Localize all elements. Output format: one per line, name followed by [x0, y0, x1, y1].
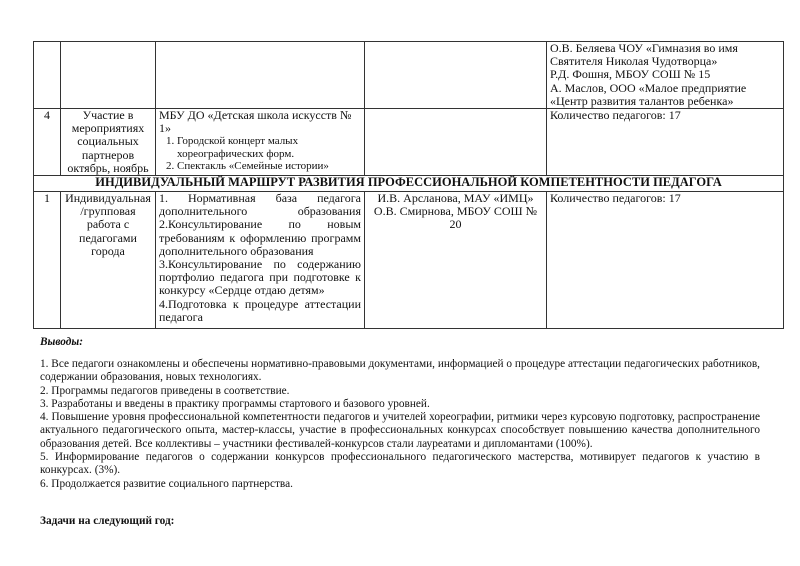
conclusion-item: 2. Программы педагогов приведены в соответствие.: [40, 384, 290, 397]
event-cell: Индивидуальная /групповая работа с педагогами города: [61, 192, 156, 329]
table-row: [34, 109, 784, 176]
row-number: 4: [34, 109, 61, 176]
section-header: ИНДИВИДУАЛЬНЫЙ МАРШРУТ РАЗВИТИЯ ПРОФЕССИОНАЛЬНОЙ КОМПЕТЕНТНОСТИ ПЕДАГОГА: [34, 176, 784, 192]
table-row: [34, 42, 784, 109]
conclusion-item: 5. Информирование педагогов о содержании конкурсов профессионального педагогического мастерства, мотивирует педагогов к участию в конкурсах. (3%).: [40, 451, 760, 477]
conclusion-item: 3. Разработаны и введены в практику программы стартового и базового уровней.: [40, 397, 430, 410]
row-number: 1: [34, 192, 61, 329]
list-item: 1. Нормативная база педагога дополнительного образования: [159, 191, 361, 219]
list-item: 2.Консультирование по новым требованиям к оформлению программ дополнительного образования: [159, 217, 361, 258]
content-cell: [156, 192, 365, 329]
partners-cell: [547, 42, 784, 109]
conclusion-item: 1. Все педагоги ознакомлены и обеспечены нормативно-правовыми документами, информацией о процедуре аттестации педагогических работников, содержании образования, новых технологиях.: [40, 358, 760, 384]
activity-table: [33, 41, 784, 329]
list-item: 4.Подготовка к процедуре аттестации педагога: [159, 296, 361, 324]
conclusion-item: 6. Продолжается развитие социального партнерства.: [40, 477, 293, 490]
result-cell: Количество педагогов: 17: [547, 109, 784, 176]
list-item: 3.Консультирование по содержанию портфолио педагога при подготовке к конкурсу «Сердце отдаю детям»: [159, 257, 361, 298]
partner: О.В. Беляева ЧОУ «Гимназия во имя Святителя Николая Чудотворца»: [550, 41, 738, 69]
section-header-row: [34, 176, 784, 192]
list-item: 1. Городской концерт малых хореографических форм.: [177, 135, 361, 160]
event-list: [159, 135, 361, 173]
responsible: И.В. Арсланова, МАУ «ИМЦ»: [377, 191, 534, 206]
conclusions-list: [40, 358, 760, 491]
event-cell: Участие в мероприятиях социальных партнеров октябрь, ноябрь: [61, 109, 156, 176]
partner: А. Маслов, ООО «Малое предприятие «Центр развития талантов ребенка»: [550, 80, 747, 108]
conclusions-title: [40, 336, 760, 349]
conclusion-item: 4. Повышение уровня профессиональной компетентности педагогов и учителей хореографии, ритмики через курсовую подготовку, распространение актуального педагогического опыта, мастер-классы, участие в профессиональных конкурсах способствует повышению качества дополнительного образования детей. Все коллективы – участники фестивалей-конкурсов стали лауреатами и дипломантами (100%).: [40, 411, 760, 450]
list-item: 2. Спектакль «Семейные истории»: [177, 160, 361, 173]
tasks-heading: Задачи на следующий год:: [40, 515, 175, 527]
org-cell: [156, 109, 365, 176]
result-cell: Количество педагогов: 17: [547, 192, 784, 329]
conclusions-heading: Выводы:: [40, 336, 83, 348]
org-name: МБУ ДО «Детская школа искусств № 1»: [159, 108, 352, 136]
responsible: О.В. Смирнова, МБОУ СОШ № 20: [373, 204, 538, 232]
partner: Р.Д. Фошня, МБОУ СОШ № 15: [550, 67, 711, 82]
responsible-cell: [365, 192, 547, 329]
table-row: [34, 192, 784, 329]
